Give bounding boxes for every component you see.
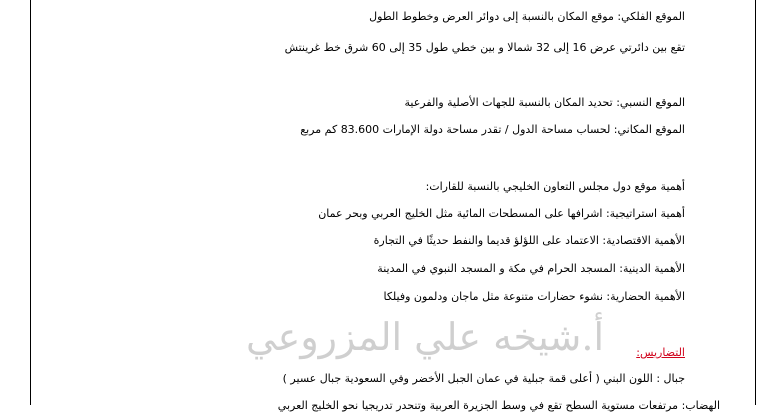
page-border-left [30, 0, 31, 405]
plateaus-line-cut-off: الهضاب: مرتفعات مستوية السطح تقع في وسط الجزيرة العربية وتنحدر تدريجيا نحو الخليج العربي [277, 399, 720, 412]
author-watermark: أ.شيخه علي المزروعي [245, 315, 605, 359]
civilizational-importance-line: الأهمية الحضارية: نشوء حضارات متنوعة مثل ماجان ودلمون وفيلكا [383, 290, 685, 303]
strategic-importance-line: أهمية استراتيجية: اشرافها على المسطحات المائية مثل الخليج العربي وبحر عمان [318, 207, 685, 220]
importance-heading: أهمية موقع دول مجلس التعاون الخليجي بالنسبة للقارات: [425, 180, 685, 193]
religious-importance-line: الأهمية الدينية: المسجد الحرام في مكة و المسجد النبوي في المدينة [377, 262, 685, 275]
page-border-right [755, 0, 756, 405]
mountains-line: جبال : اللون البني ( أعلى قمة جبلية في عمان الجبل الأخضر وفي السعودية جبال عسير ) [282, 372, 685, 385]
astro-location-line: الموقع الفلكي: موقع المكان بالنسبة إلى دوائر العرض وخطوط الطول [369, 10, 685, 23]
terrain-heading: التضاريس: [636, 346, 685, 359]
astro-detail-line: تقع بين دائرتي عرض 16 إلى 32 شمالا و بين خطي طول 35 إلى 60 شرق خط غرينتش [284, 41, 685, 54]
relative-location-line: الموقع النسبي: تحديد المكان بالنسبة للجهات الأصلية والفرعية [404, 96, 685, 109]
spatial-location-line: الموقع المكاني: لحساب مساحة الدول / تقدر مساحة دولة الإمارات 83.600 كم مربع [300, 123, 685, 136]
economic-importance-line: الأهمية الاقتصادية: الاعتماد على اللؤلؤ قديما والنفط حديثًا في التجارة [373, 234, 685, 247]
